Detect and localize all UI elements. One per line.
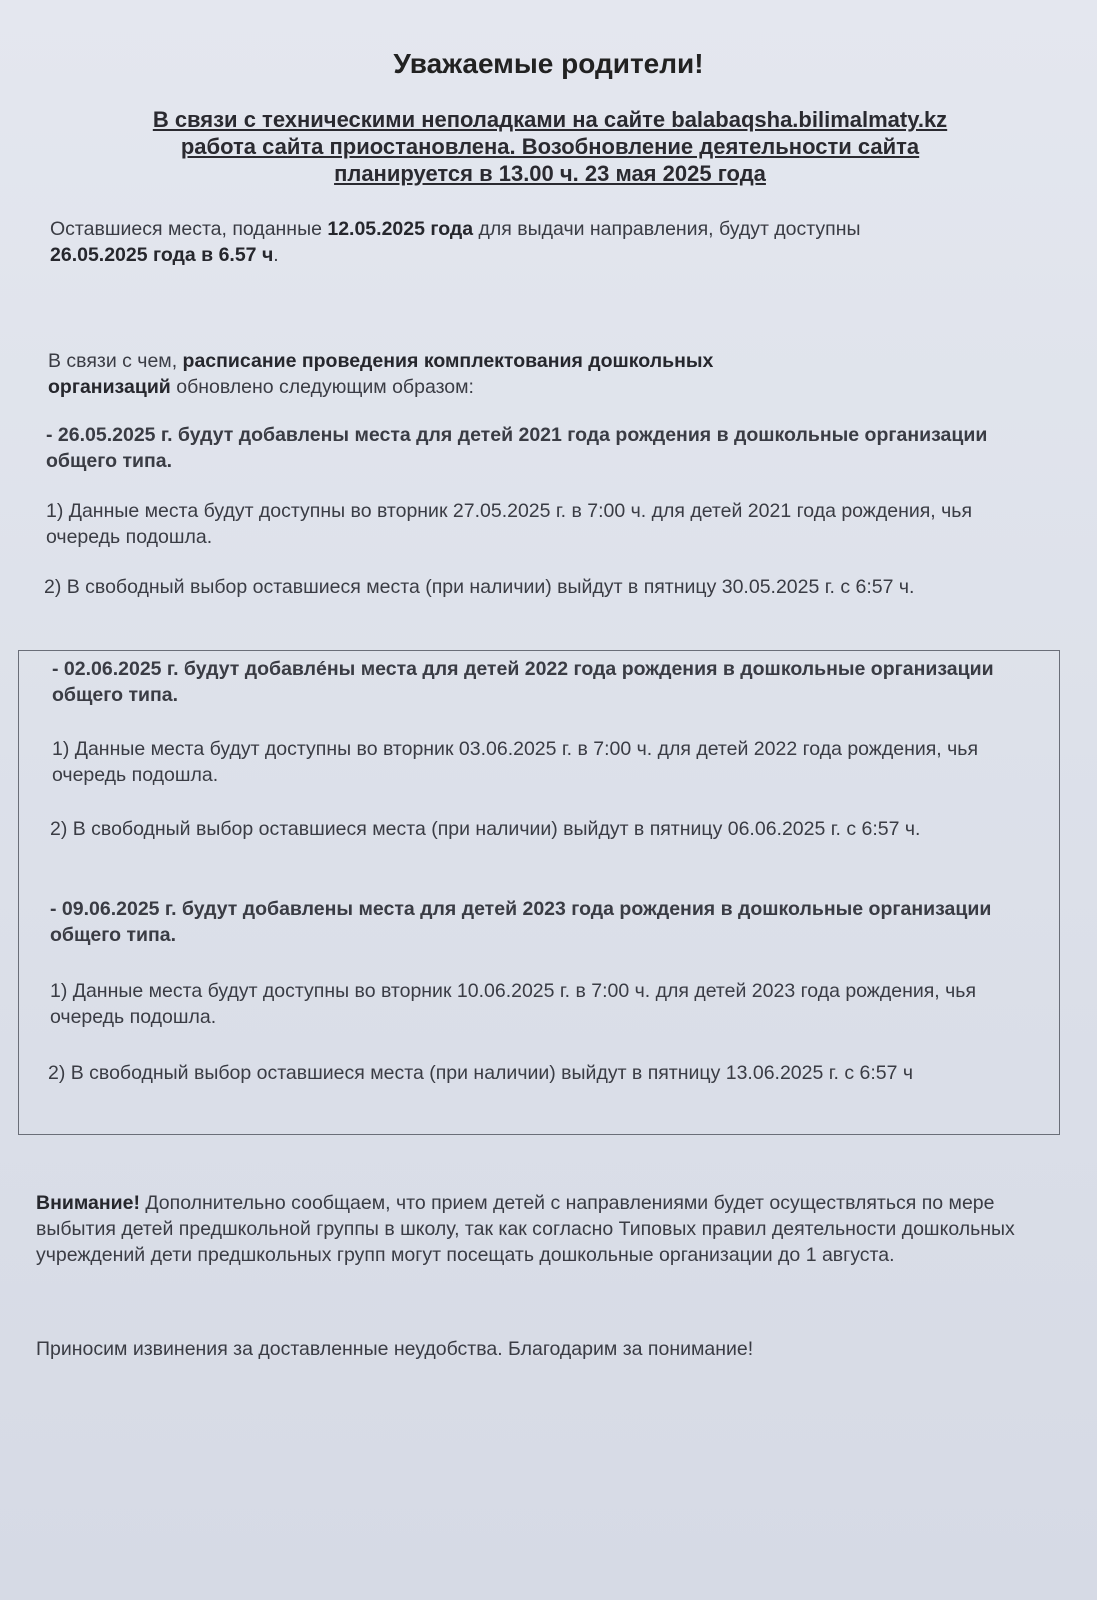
section-heading-2022: - 02.06.2025 г. будут добавлéны места для детей 2022 года рождения в дошкольные организации общего типа. bbox=[52, 658, 994, 706]
apology-line: Приносим извинения за доставленные неудобства. Благодарим за понимание! bbox=[36, 1338, 754, 1360]
text-fragment: обновлено следующим образом: bbox=[170, 376, 474, 398]
schedule-intro-paragraph bbox=[48, 348, 838, 400]
section-item-2022-2: 2) В свободный выбор оставшиеся места (при наличии) выйдут в пятницу 06.06.2025 г. с 6:57 ч. bbox=[50, 818, 921, 840]
remaining-places-paragraph bbox=[50, 216, 890, 268]
section-heading-2021: - 26.05.2025 г. будут добавлены места для детей 2021 года рождения в дошкольные организации общего типа. bbox=[46, 424, 988, 472]
text-fragment: Оставшиеся места, поданные bbox=[50, 218, 328, 240]
section-item-2023-2: 2) В свободный выбор оставшиеся места (при наличии) выйдут в пятницу 13.06.2025 г. с 6:57 ч bbox=[48, 1062, 914, 1084]
section-item-2022-1: 1) Данные места будут доступны во вторник 03.06.2025 г. в 7:00 ч. для детей 2022 года рождения, чья очередь подошла. bbox=[52, 738, 979, 786]
technical-issue-notice bbox=[55, 106, 1045, 187]
bold-date: 12.05.2025 года bbox=[327, 218, 474, 240]
subtitle-line: работа сайта приостановлена. Возобновление деятельности сайта bbox=[180, 134, 920, 159]
subtitle-line: планируется в 13.00 ч. 23 мая 2025 года bbox=[334, 161, 766, 186]
text-fragment: В связи с чем, bbox=[48, 350, 183, 372]
section-heading-2023: - 09.06.2025 г. будут добавлены места для детей 2023 года рождения в дошкольные организации общего типа. bbox=[50, 898, 992, 946]
attention-paragraph bbox=[36, 1190, 1046, 1268]
attention-label: Внимание! bbox=[36, 1192, 140, 1214]
text-fragment: . bbox=[273, 244, 279, 266]
text-fragment: для выдачи направления, будут доступны bbox=[473, 218, 861, 240]
subtitle-line: В связи с техническими неполадками на сайте balabaqsha.bilimalmaty.kz bbox=[152, 107, 948, 132]
section-item-2021-2: 2) В свободный выбор оставшиеся места (при наличии) выйдут в пятницу 30.05.2025 г. с 6:57 ч. bbox=[44, 576, 915, 598]
bold-phrase: расписание проведения комплектования дошкольных организаций bbox=[48, 350, 714, 398]
page-title: Уважаемые родители! bbox=[393, 48, 704, 79]
bold-date: 26.05.2025 года в 6.57 ч bbox=[50, 244, 274, 266]
section-item-2023-1: 1) Данные места будут доступны во вторник 10.06.2025 г. в 7:00 ч. для детей 2023 года рождения, чья очередь подошла. bbox=[50, 980, 977, 1028]
attention-text: Дополнительно сообщаем, что прием детей с направлениями будет осуществляться по мере выбытия детей предшкольной группы в школу, так как согласно Типовых правил деятельности дошкольных учреждений дети предшкольных групп могут посещать дошкольные организации до 1 августа. bbox=[36, 1192, 1015, 1266]
section-item-2021-1: 1) Данные места будут доступны во вторник 27.05.2025 г. в 7:00 ч. для детей 2021 года рождения, чья очередь подошла. bbox=[46, 500, 973, 548]
